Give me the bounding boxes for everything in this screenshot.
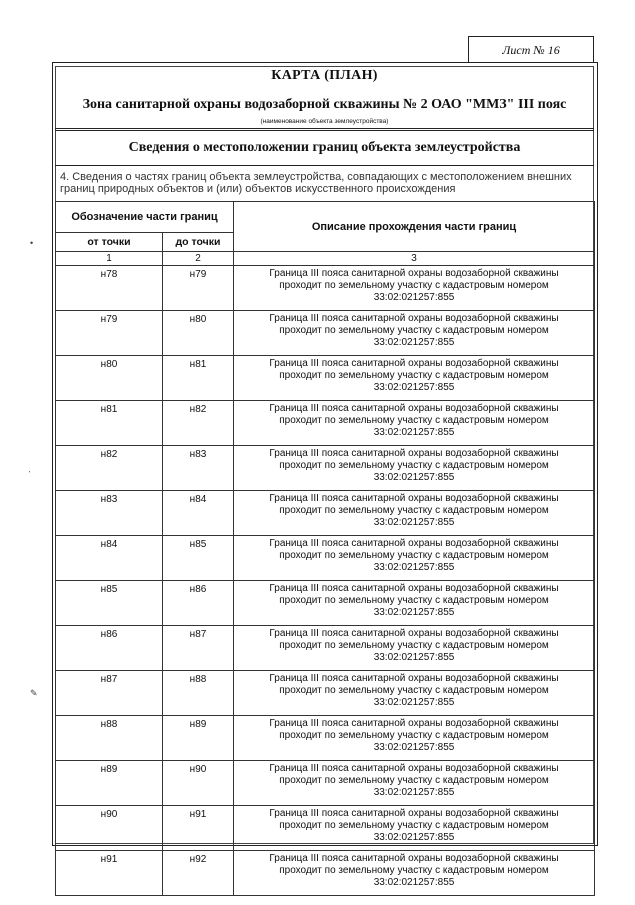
from-point: н81	[56, 401, 163, 446]
table-row	[56, 761, 595, 806]
to-point: н80	[163, 311, 234, 356]
table-row	[56, 491, 595, 536]
from-point: н82	[56, 446, 163, 491]
description-line: проходит по земельному участку с кадастровым номером	[279, 775, 549, 786]
table-row	[56, 851, 595, 896]
description-line: Граница III пояса санитарной охраны водозаборной скважины	[269, 268, 559, 279]
boundary-table	[55, 201, 595, 896]
description-line: 33:02:021257:855	[373, 697, 455, 708]
boundary-description	[234, 761, 595, 806]
description-line: Граница III пояса санитарной охраны водозаборной скважины	[269, 313, 559, 324]
description-line: проходит по земельному участку с кадастровым номером	[279, 730, 549, 741]
description-line: проходит по земельному участку с кадастровым номером	[279, 370, 549, 381]
description-line: Граница III пояса санитарной охраны водозаборной скважины	[269, 763, 559, 774]
header-designation: Обозначение части границ	[56, 202, 234, 233]
to-point: н88	[163, 671, 234, 716]
from-point: н88	[56, 716, 163, 761]
description-line: проходит по земельному участку с кадастровым номером	[279, 280, 549, 291]
description-line: 33:02:021257:855	[373, 427, 455, 438]
description-line: проходит по земельному участку с кадастровым номером	[279, 550, 549, 561]
from-point: н90	[56, 806, 163, 851]
boundary-description	[234, 446, 595, 491]
from-point: н83	[56, 491, 163, 536]
description-line: Граница III пояса санитарной охраны водозаборной скважины	[269, 853, 559, 864]
table-row	[56, 671, 595, 716]
from-point: н78	[56, 266, 163, 311]
section-title-text: Сведения о местоположении границ объекта землеустройства	[128, 140, 521, 155]
description-line: 33:02:021257:855	[373, 877, 455, 888]
boundary-description	[234, 806, 595, 851]
to-point: н83	[163, 446, 234, 491]
scan-mark: ‧	[28, 467, 31, 477]
description-line: Граница III пояса санитарной охраны водозаборной скважины	[269, 673, 559, 684]
to-point: н89	[163, 716, 234, 761]
description-line: Граница III пояса санитарной охраны водозаборной скважины	[269, 493, 559, 504]
description-line: 33:02:021257:855	[373, 517, 455, 528]
boundary-description	[234, 581, 595, 626]
to-point: н90	[163, 761, 234, 806]
to-point: н82	[163, 401, 234, 446]
document-title: КАРТА (ПЛАН)	[271, 68, 378, 83]
description-line: Граница III пояса санитарной охраны водозаборной скважины	[269, 538, 559, 549]
document-subtitle: Зона санитарной охраны водозаборной скважины № 2 ОАО "ММЗ" III пояс	[82, 97, 567, 112]
table-row	[56, 536, 595, 581]
col-number-2: 2	[163, 252, 234, 266]
boundary-description	[234, 716, 595, 761]
from-point: н89	[56, 761, 163, 806]
from-point: н91	[56, 851, 163, 896]
description-line: проходит по земельному участку с кадастровым номером	[279, 415, 549, 426]
description-line: Граница III пояса санитарной охраны водозаборной скважины	[269, 403, 559, 414]
sheet-number: Лист № 16	[502, 42, 560, 57]
boundary-description	[234, 356, 595, 401]
scan-mark: ✎	[30, 688, 38, 698]
boundary-description	[234, 491, 595, 536]
boundary-description	[234, 671, 595, 716]
description-line: 33:02:021257:855	[373, 832, 455, 843]
to-point: н84	[163, 491, 234, 536]
description-line: 33:02:021257:855	[373, 607, 455, 618]
description-line: проходит по земельному участку с кадастровым номером	[279, 595, 549, 606]
col-number-1: 1	[56, 252, 163, 266]
description-line: 33:02:021257:855	[373, 652, 455, 663]
from-point: н80	[56, 356, 163, 401]
sheet-number-box	[468, 36, 594, 63]
description-line: проходит по земельному участку с кадастровым номером	[279, 325, 549, 336]
from-point: н79	[56, 311, 163, 356]
table-row	[56, 626, 595, 671]
table-row	[56, 716, 595, 761]
boundary-description	[234, 266, 595, 311]
description-line: 33:02:021257:855	[373, 292, 455, 303]
description-line: 33:02:021257:855	[373, 472, 455, 483]
boundary-description	[234, 401, 595, 446]
description-line: проходит по земельному участку с кадастровым номером	[279, 685, 549, 696]
scan-mark: •	[30, 238, 34, 248]
description-line: 33:02:021257:855	[373, 337, 455, 348]
boundary-description	[234, 311, 595, 356]
table-row	[56, 446, 595, 491]
intro-text: 4. Сведения о частях границ объекта землеустройства, совпадающих с местоположением внешних границ природных объектов и (или) объектов искусственного происхождения	[60, 171, 572, 195]
description-line: Граница III пояса санитарной охраны водозаборной скважины	[269, 718, 559, 729]
description-line: Граница III пояса санитарной охраны водозаборной скважины	[269, 358, 559, 369]
description-line: 33:02:021257:855	[373, 562, 455, 573]
header-description: Описание прохождения части границ	[234, 202, 595, 252]
description-line: 33:02:021257:855	[373, 742, 455, 753]
col-number-3: 3	[234, 252, 595, 266]
table-row	[56, 581, 595, 626]
boundary-description	[234, 626, 595, 671]
description-line: проходит по земельному участку с кадастровым номером	[279, 460, 549, 471]
table-row	[56, 311, 595, 356]
table-row	[56, 266, 595, 311]
to-point: н87	[163, 626, 234, 671]
description-line: Граница III пояса санитарной охраны водозаборной скважины	[269, 583, 559, 594]
to-point: н91	[163, 806, 234, 851]
from-point: н86	[56, 626, 163, 671]
description-line: 33:02:021257:855	[373, 787, 455, 798]
header-from: от точки	[56, 233, 163, 252]
description-line: проходит по земельному участку с кадастровым номером	[279, 820, 549, 831]
subtitle-caption: (наименование объекта землеустройства)	[55, 118, 594, 129]
table-row	[56, 401, 595, 446]
description-line: Граница III пояса санитарной охраны водозаборной скважины	[269, 628, 559, 639]
section-title	[55, 130, 594, 166]
to-point: н86	[163, 581, 234, 626]
boundary-description	[234, 851, 595, 896]
description-line: Граница III пояса санитарной охраны водозаборной скважины	[269, 808, 559, 819]
table-body	[56, 266, 595, 896]
description-line: Граница III пояса санитарной охраны водозаборной скважины	[269, 448, 559, 459]
table-row	[56, 356, 595, 401]
description-line: проходит по земельному участку с кадастровым номером	[279, 865, 549, 876]
description-line: 33:02:021257:855	[373, 382, 455, 393]
from-point: н87	[56, 671, 163, 716]
description-line: проходит по земельному участку с кадастровым номером	[279, 640, 549, 651]
to-point: н85	[163, 536, 234, 581]
description-line: проходит по земельному участку с кадастровым номером	[279, 505, 549, 516]
to-point: н79	[163, 266, 234, 311]
from-point: н84	[56, 536, 163, 581]
boundary-description	[234, 536, 595, 581]
to-point: н81	[163, 356, 234, 401]
to-point: н92	[163, 851, 234, 896]
header-to: до точки	[163, 233, 234, 252]
from-point: н85	[56, 581, 163, 626]
table-row	[56, 806, 595, 851]
